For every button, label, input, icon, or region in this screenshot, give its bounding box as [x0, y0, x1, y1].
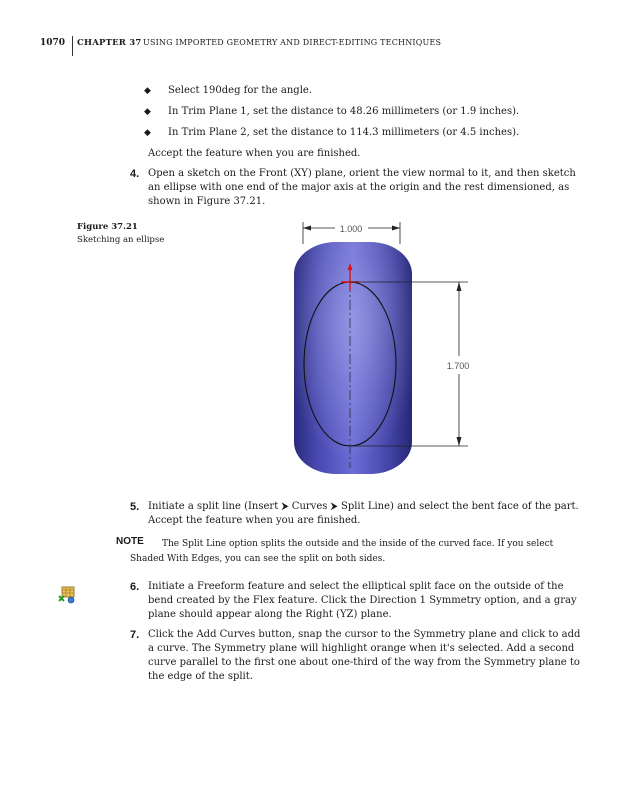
running-header — [0, 36, 636, 56]
step-text: Initiate a split line (Insert ⮞ Curves ⮞ Split Line) and select the bent face of the part. Accept the feature when you are finished. — [148, 501, 579, 526]
step-number: 7. — [130, 629, 140, 641]
header-divider — [72, 36, 73, 56]
bullet-text: In Trim Plane 1, set the distance to 48.26 millimeters (or 1.9 inches). — [168, 106, 520, 117]
figure-caption: Sketching an ellipse — [77, 235, 165, 245]
chapter-label: CHAPTER 37 — [77, 38, 142, 48]
step-number: 4. — [130, 168, 140, 180]
chapter-title: USING IMPORTED GEOMETRY AND DIRECT-EDITING TECHNIQUES — [143, 38, 442, 47]
dimension-height-value: 1.700 — [446, 361, 470, 371]
dimension-width-value: 1.000 — [339, 224, 363, 234]
bullet-text: In Trim Plane 2, set the distance to 114.3 millimeters (or 4.5 inches). — [168, 127, 520, 138]
step-number: 5. — [130, 501, 140, 513]
accept-instruction: Accept the feature when you are finished. — [148, 148, 361, 159]
ellipse-sketch-figure — [290, 214, 480, 476]
step-number: 6. — [130, 581, 140, 593]
step-text: Click the Add Curves button, snap the cursor to the Symmetry plane and click to add a curve. The Symmetry plane will highlight orange when it's selected. Add a second curve parallel to the first one about one-third of the way from the Symmetry plane to the edge of the split. — [148, 629, 581, 682]
cylinder-body — [294, 242, 412, 474]
note-label: NOTE — [116, 536, 144, 547]
step-text: Open a sketch on the Front (XY) plane, orient the view normal to it, and then sketch an ellipse with one end of the major axis at the origin and the rest dimensioned, as shown in Figure 37.21. — [148, 168, 576, 207]
freeform-feature-icon — [57, 586, 77, 604]
figure-label: Figure 37.21 — [77, 222, 138, 232]
page-number: 1070 — [40, 38, 66, 48]
diamond-bullet-icon: ◆ — [144, 128, 151, 138]
step-text: Initiate a Freeform feature and select the elliptical split face on the outside of the bend created by the Flex feature. Click the Direction 1 Symmetry option, and a gray plane should appear along the Right (YZ) plane. — [148, 581, 577, 620]
diamond-bullet-icon: ◆ — [144, 107, 151, 117]
diamond-bullet-icon: ◆ — [144, 86, 151, 96]
bullet-text: Select 190deg for the angle. — [168, 85, 313, 96]
note-text: The Split Line option splits the outside and the inside of the curved face. If you select Shaded With Edges, you can see the split on both sides. — [130, 539, 554, 564]
